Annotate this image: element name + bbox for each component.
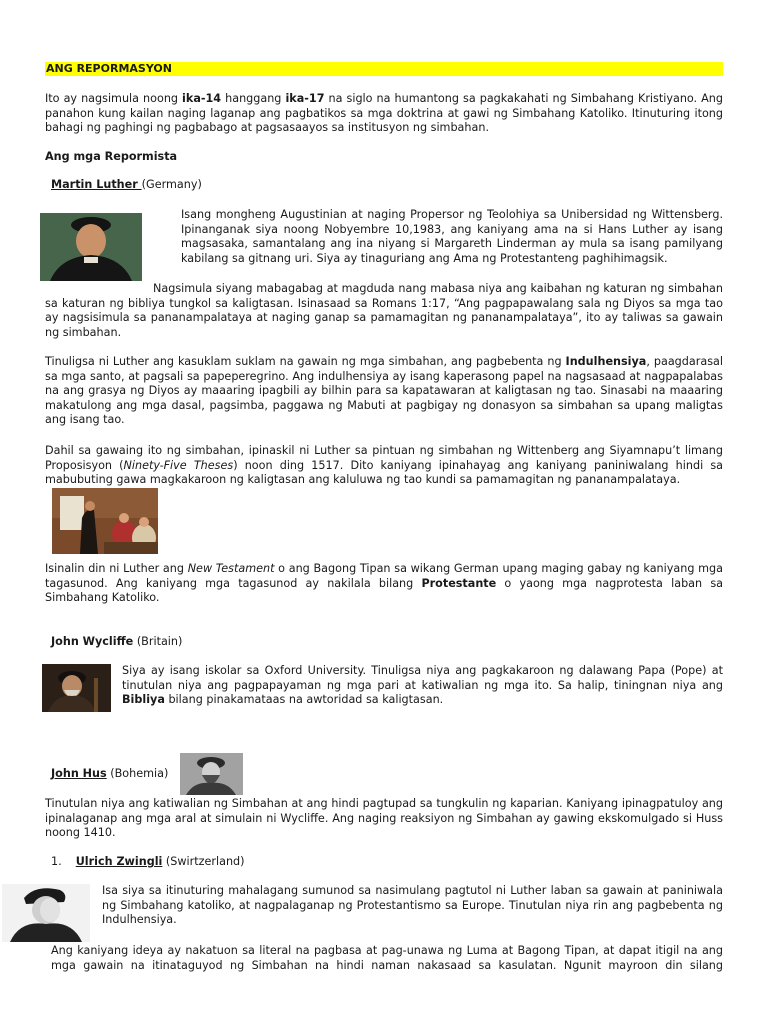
luther-portrait-image [40, 213, 142, 281]
luther-heading [51, 178, 202, 193]
intro-bold-start: ika-14 [182, 92, 222, 105]
luther-p3-text: Tinuligsa ni Luther ang kasuklam suklam na gawain ng mga simbahan, ang pagbebenta ng [45, 355, 566, 368]
intro-text: na siglo na humantong sa pagkakahati ng Simbahang Kristiyano. Ang panahon kung kailan naging laganap ang pagbatikos sa mga doktrina at gawi ng Simbahang Katoliko. Itinuturing itong bahagi ng paghingi ng pagbabago at pagsasaayos sa institusyon ng simbahan. [45, 92, 723, 135]
zwingli-portrait [2, 884, 90, 942]
luther-paragraph-2: Nagsimula siyang mabagabag at magduda nang mabasa niya ang kaibahan ng katuran ng simbahan sa katuran ng bibliya tungkol sa kaligtasan. Isinasaad sa Romans 1:17, “Ang pagpapawalang sala ng Diyos sa mga tao ay nagsisimula sa pananampalataya at naging ganap sa pamamagitan ng pananampalataya”, ito ay taliwas sa gawain ng simbahan. [45, 282, 723, 339]
luther-paragraph-4 [45, 444, 723, 488]
bibliya-term: Bibliya [122, 693, 165, 707]
zwingli-paragraph-2: Ang kaniyang ideya ay nakatuon sa literal na pagbasa at pag-unawa ng Luma at Bagong Tipan, at dapat itigil na ang mga gawain na itinataguyod ng Simbahan na hindi naman nakasaad sa kasulatan. Ngunit mayroon din silang [51, 944, 723, 972]
wycliffe-country: (Britain) [133, 635, 183, 648]
intro-bold-end: ika-17 [285, 92, 325, 105]
luther-paragraph-5 [45, 562, 723, 606]
luther-bio: Isang mongheng Augustinian at naging Propersor ng Teolohiya sa Unibersidad ng Wittensberg. Ipinanganak siya noong Nobyembre 10,1983, ang kaniyang ama na si Hans Luther ay isang magsasaka, samantalang ang ina niyang si Margareth Linderman ay mula sa isang pamilyang kabilang sa gitnang uri. Siya ay tinaguriang ang Ama ng Protestanteng paghihimagsik. [181, 208, 723, 265]
zwingli-list-number: 1. [51, 855, 62, 868]
zwingli-heading [51, 855, 245, 870]
hus-portrait [180, 753, 243, 795]
wycliffe-bio-text: bilang pinakamataas na awtoridad sa kaligtasan. [164, 693, 444, 707]
ninety-five-theses-term: Ninety-Five Theses [123, 458, 234, 472]
theses-painting-image [52, 488, 158, 554]
wycliffe-bio-text: Siya ay isang iskolar sa Oxford University. Tinuligsa niya ang pagkakaroon ng dalawang Papa (Pope) at tinutulan niya ang pagpapayaman ng mga pari at katiwalian ng mga ito. Sa halip, tiningnan niya ang [122, 664, 723, 692]
hus-portrait-image [180, 753, 243, 795]
luther-portrait [40, 213, 142, 281]
protestante-term: Protestante [421, 576, 497, 590]
hus-bio: Tinutulan niya ang katiwalian ng Simbahan at ang hindi pagtupad sa tungkulin ng kaparian. Kaniyang ipinagpatuloy ang ipinalaganap ang mga aral at simulain ni Wycliffe. Ang naging reaksiyon ng Simbahan ay gawing ekskomulgado si Huss noong 1410. [45, 797, 723, 840]
wycliffe-bio [122, 664, 723, 708]
hus-name: John Hus [51, 767, 107, 780]
luther-p5-text: o yaong mga nagprotesta laban sa Simbahang Katoliko. [45, 576, 723, 605]
hus-heading [51, 767, 168, 782]
zwingli-bio: Isa siya sa itinuturing mahalagang sumunod sa nasimulang pagtutol ni Luther laban sa gawain at paniniwala ng Simbahang katoliko, at nagpalaganap ng Protestantismo sa Europe. Tinutulan niya rin ang pagbebenta ng Indulhensiya. [102, 884, 723, 927]
wycliffe-name: John Wycliffe [51, 635, 134, 648]
zwingli-name: Ulrich Zwingli [75, 855, 163, 868]
intro-paragraph [45, 92, 723, 136]
luther-p5-text: Isinalin din ni Luther ang [45, 562, 188, 575]
wycliffe-portrait-image [42, 664, 111, 712]
luther-p5-text: o ang Bagong Tipan sa wikang German upang maging gabay ng kaniyang mga tagasunod. Ang kaniyang mga tagasunod ay nakilala bilang [45, 562, 723, 590]
luther-paragraph-3 [45, 355, 723, 428]
luther-p4-text: ) noon ding 1517. Dito kaniyang ipinahayag ang kaniyang paniniwalang hindi sa mabubuting gawa magkakaroon ng kaligtasan ang kaluluwa ng tao kundi sa pamamagitan ng pananampalataya. [45, 458, 724, 487]
luther-p3-text: , paagdarasal sa mga santo, at pagsali sa papeperegrino. Ang indulhensiya ay isang kaperasong papel na nagsasaad at nagpapalabas na ang grasya ng Diyos ay maaaring ipagbili ay bilhin para sa kapatawaran at kaligtasan ng tao. Sinasabi na maaaring makatulong ang mga dasal, pagsimba, paggawa ng Mabuti at pagbigay ng donasyon sa simbahan sa upang maligtas ang isang tao. [45, 355, 723, 427]
section-heading: Ang mga Repormista [45, 150, 178, 163]
intro-text: Ito ay nagsimula noong [45, 92, 183, 105]
hus-country: (Bohemia) [106, 767, 169, 780]
zwingli-portrait-image [2, 884, 90, 942]
document-title: ANG REPORMASYON [45, 62, 723, 76]
luther-name: Martin Luther [51, 178, 142, 191]
new-testament-term: New Testament [187, 562, 275, 575]
zwingli-country: (Swirtzerland) [162, 855, 245, 868]
luther-p4-text: Dahil sa gawaing ito ng simbahan, ipinaskil ni Luther sa pintuan ng simbahan ng Wittenberg ang Siyamnapu’t limang Proposisyon ( [45, 444, 723, 472]
luther-theses-painting [52, 488, 158, 554]
wycliffe-portrait [42, 664, 111, 712]
wycliffe-heading [51, 635, 182, 650]
intro-text: hanggang [221, 92, 286, 105]
luther-country: (Germany) [141, 178, 202, 191]
indulhensiya-term: Indulhensiya [565, 355, 647, 368]
